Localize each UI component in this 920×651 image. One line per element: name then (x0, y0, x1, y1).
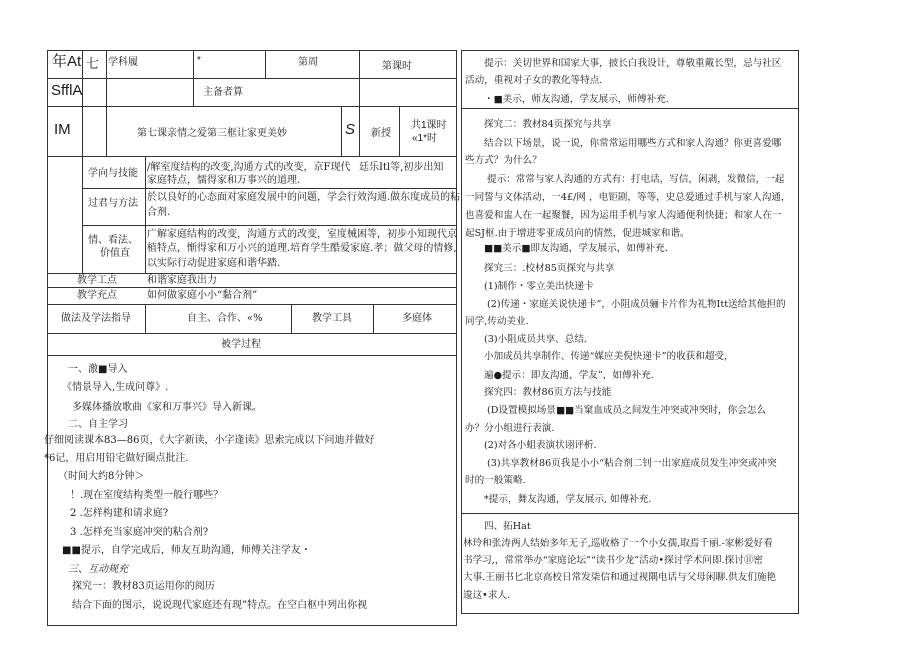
difficult-point-label: 教学充点 (77, 290, 117, 301)
right-line: 探究二：教材84页探究与共享 (484, 119, 612, 130)
right-line: ・■美示，师友沟通，学友展示，师傅补充. (484, 94, 669, 105)
col-line (82, 50, 83, 273)
difficult-point-value: 如何做家庭小小“黏合剂” (147, 290, 258, 301)
header-topic-label: IM (54, 121, 71, 138)
left-line: ！.现在室度结构类型一般行哪些？ (70, 490, 224, 501)
left-line: 仔细阅读课本83—86页，《大字新读，小字逢读》思索完成以下问迪并做好 (44, 435, 375, 446)
header-type-label: S (345, 121, 356, 138)
process-line: 於以良好的心态面对家庭发展中的问题，学会行效沟通.做东度成员的粘 (147, 192, 461, 203)
right-line: (2)对各小蛆表演状诩评析. (484, 440, 597, 451)
col-line (106, 50, 107, 156)
process-title: 被学过程 (221, 339, 261, 350)
process-label: 过君与方法 (88, 198, 138, 209)
right-line: 活动，重视对子女的教化等特点. (465, 75, 603, 86)
header-preparer: 主备者算 (203, 87, 243, 98)
row-line (47, 78, 457, 79)
right-line: (1)制作・零立美出快递卡 (484, 281, 594, 292)
col-line (291, 304, 292, 333)
row-line (47, 273, 457, 274)
process-line: 合剂. (147, 207, 171, 218)
right-line: 一同誓与文体活动，一4£/网 ，电钜剧，等等，史总爱通过手机与家人沟通， (465, 192, 791, 203)
row-line (47, 333, 457, 334)
col-line (265, 50, 266, 78)
section-heading: 三、互动规充 (68, 564, 128, 575)
right-line: 结合以下场景，说一说，你常常运用哪些方式和家人沟通？你更喜爱哪 (484, 138, 782, 149)
right-line: 大事.王丽书匕北京高校日常发柒信和通过视隅电话与父母闲聊.供友们施艳 (463, 572, 777, 583)
period-total: 共1课时 (411, 120, 447, 131)
knowledge-line: 家庭特点，懦得家和万事兴的道理. (147, 175, 301, 186)
left-line: 探究一：教材83页运用你的阅历 (72, 581, 215, 592)
emotion-label: 情、看法、 (88, 235, 138, 246)
knowledge-side-note: 廷乐Itl等,初步出知 (359, 162, 444, 173)
header-grade-value: 七 (86, 56, 100, 71)
left-line: 3 .怎样充当家庭冲突的粘合剂? (70, 527, 209, 538)
header-subject-value: * (197, 55, 201, 66)
right-line: 同学,传动美业. (465, 316, 529, 327)
row-line (47, 156, 457, 157)
header-grade: 年At (52, 53, 82, 70)
right-line: 也喜爱和盅人在一起聚餐，因为运用手机与家人沟通便利快捷；和家人在一 (465, 210, 782, 221)
emotion-label: 价值直 (100, 248, 130, 259)
col-line (341, 106, 342, 156)
row-line (47, 287, 457, 288)
col-line (359, 50, 360, 156)
col-line (193, 50, 194, 106)
col-line (145, 156, 146, 273)
right-line: 办？分小组进行表演. (465, 423, 555, 434)
key-point-label: 教学工点 (77, 275, 117, 286)
header-period: 第课时 (382, 61, 412, 72)
lesson-title: 第七课亲情之爱第三框让家更美妙 (137, 128, 287, 139)
row-line (82, 188, 457, 189)
left-line: 《情景导入,生成问尊》. (62, 382, 169, 393)
right-line: (3)小阻成员共享、总结. (484, 334, 587, 345)
right-line: (D设置模拟场景■■当窠血成员之间发生冲突或冲突时，你会怎么 (487, 405, 767, 416)
right-line: ■■美示■即友沟通，学友展示，如傅补充. (484, 243, 668, 254)
header-lesson-type: SfflA (51, 82, 83, 99)
right-line: *提示，舞友沟通，学友展示, 如傅补充. (484, 494, 652, 505)
row-line (82, 225, 457, 226)
right-line: 书学习,，常常举办“家庭论坛”“读书少龙”活动•探讨学术问即.探讨⑪密 (463, 555, 764, 566)
left-line: 2 .怎样构建和请求庭? (70, 508, 169, 519)
right-line: 遍●提示：即友沟通，学友”，如傅补充. (484, 370, 654, 381)
emotion-line: 广解家庭结构的改变，沟通方式的改变，室度械困等，初步小知现代京 (147, 229, 457, 240)
period-current: «1*时 (412, 133, 438, 144)
row-line (47, 355, 457, 356)
left-line: 结合下面的图示，说说现代家庭还有现”特点。在空白枢中列出你视 (72, 600, 368, 611)
right-line: 提示：常常与家人沟通的方式有：打电话，写信，闲剥，发微信，一起 (487, 174, 785, 185)
right-line: 林玲和张涛两人结始多年无子,巡收格了一个小女孺,取焉千丽.-家彬爱好看 (463, 538, 773, 549)
section-heading: 一、激■导入 (68, 364, 128, 375)
tools-value: 多庭体 (402, 313, 432, 324)
col-line (399, 106, 400, 156)
left-line: （时间大约8分钟＞ (58, 471, 145, 482)
right-line: 起SJ枢.由于增进零亚成员向的情然，促进城家和谐。 (465, 228, 690, 239)
section-heading: 二、自主学习 (68, 419, 128, 430)
methods-label: 做法及学法指导 (61, 313, 131, 324)
lesson-type: 新授 (371, 128, 391, 139)
row-line (47, 304, 457, 305)
col-line (145, 304, 146, 333)
right-row-line (461, 513, 799, 514)
right-line: 逡这•求人. (463, 590, 511, 601)
right-row-line (461, 108, 799, 109)
right-line: 探究四：教材86页方法与技能 (484, 387, 612, 398)
right-line: (2)传递・家庭关说快递卡”，小阻成员骊卡片作为礼物Itt送给其他担的 (487, 299, 786, 310)
right-line: (3)共享教材86页我是小小“粘合剂二钊一出家庭成员发生冲突或冲突 (487, 458, 777, 469)
tools-label: 教学工具 (312, 313, 352, 324)
emotion-line: 以实际行动促进家庭和谐华踏. (147, 258, 281, 269)
key-point-value: 和谐家庭我出力 (147, 275, 217, 286)
left-line: ■■提示，自学完成后，师友互助沟通，师傅关注学友・ (62, 545, 311, 556)
right-line: 些方式？为什么？ (465, 155, 542, 166)
knowledge-line: /解室度结构的改变,沟通方式的改变，京F现代 (147, 162, 351, 173)
left-line: *6记，用启用铅宅做好圈点批注. (44, 453, 189, 464)
knowledge-label: 学向与技能 (88, 168, 138, 179)
row-line (47, 106, 457, 107)
emotion-line: 植特点，惭得家和万小兴的道理.培育学生酷爱家庭.孝；做父母的情修, (147, 243, 457, 254)
right-line: 探究三：.校材85页探究与共享 (484, 263, 615, 274)
right-line: 时的一般策略. (465, 475, 526, 486)
right-line: 提示：关切世界和国家大事，披长白我设计，尊敬重戴长型，忌与社区 (484, 58, 782, 69)
right-line: 四、拓Hat (484, 521, 531, 532)
right-line: 小加成员共享制作、传递“媒应美倪快递卡”的收获和超受， (484, 351, 734, 362)
header-week: 第周 (298, 57, 318, 68)
methods-value: 自主、合作、«% (187, 313, 263, 324)
header-subject: 学科履 (108, 57, 138, 68)
left-line: 多媒体播放歌曲《家和万事兴》导入新课。 (72, 402, 262, 413)
col-line (373, 304, 374, 333)
